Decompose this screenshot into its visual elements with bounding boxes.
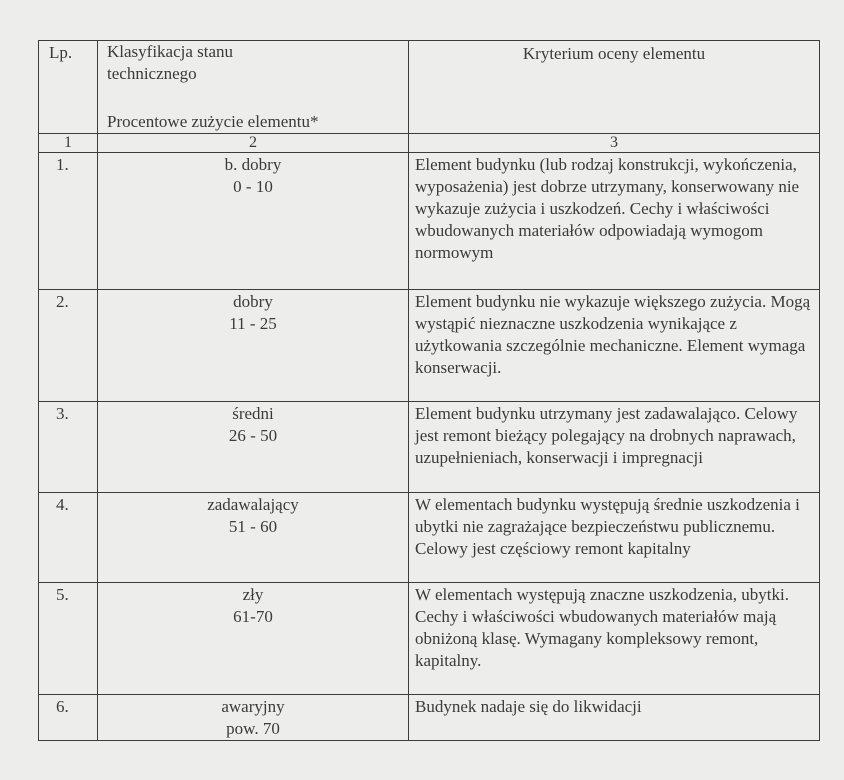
column-number-row: [39, 134, 820, 153]
row-range: pow. 70: [226, 719, 280, 738]
row-classification: [98, 153, 409, 290]
row-criterion: Element budynku (lub rodzaj konstrukcji, wykończenia, wyposażenia) jest dobrze utrzymany, konserwowany nie wykazuje zużycia i uszkodzeń. Cechy i właściwości wbudowanych materiałów odpowiadają wymogom normowym: [409, 153, 820, 290]
row-state: zły: [242, 585, 264, 604]
header-classification-line1: Klasyfikacja stanu: [107, 42, 234, 61]
table-row: [39, 583, 820, 695]
row-state: średni: [232, 404, 274, 423]
row-range: 0 - 10: [233, 177, 273, 196]
condition-classification-table: [38, 40, 820, 741]
column-number-3: 3: [409, 134, 820, 153]
row-lp: 2.: [39, 290, 98, 402]
header-criterion: Kryterium oceny elementu: [409, 41, 820, 134]
header-classification-line3: Procentowe zużycie elementu*: [107, 112, 319, 131]
row-classification: [98, 583, 409, 695]
row-classification: [98, 695, 409, 741]
table-row: [39, 402, 820, 493]
row-criterion: W elementach budynku występują średnie uszkodzenia i ubytki nie zagrażające bezpieczeństwu publicznemu. Celowy jest częściowy remont kapitalny: [409, 493, 820, 583]
row-lp: 6.: [39, 695, 98, 741]
row-range: 51 - 60: [228, 517, 278, 536]
row-lp: 5.: [39, 583, 98, 695]
table-row: [39, 290, 820, 402]
header-classification-line2: technicznego: [107, 64, 197, 83]
row-criterion: W elementach występują znaczne uszkodzenia, ubytki. Cechy i właściwości wbudowanych materiałów mają obniżoną klasę. Wymagany kompleksowy remont, kapitalny.: [409, 583, 820, 695]
table-row: [39, 153, 820, 290]
row-range: 26 - 50: [228, 426, 278, 445]
table-header-row: [39, 41, 820, 134]
row-lp: 1.: [39, 153, 98, 290]
row-classification: [98, 290, 409, 402]
row-state: b. dobry: [224, 155, 282, 174]
row-state: awaryjny: [221, 697, 285, 716]
row-classification: [98, 402, 409, 493]
row-state: dobry: [233, 292, 273, 311]
table-row: [39, 493, 820, 583]
row-criterion: Element budynku utrzymany jest zadawalająco. Celowy jest remont bieżący polegający na drobnych naprawach, uzupełnieniach, konserwacji i impregnacji: [409, 402, 820, 493]
column-number-2: 2: [98, 134, 409, 153]
table-row: [39, 695, 820, 741]
header-lp: Lp.: [39, 41, 98, 134]
row-state: zadawalający: [207, 495, 299, 514]
row-criterion: Element budynku nie wykazuje większego zużycia. Mogą wystąpić nieznaczne uszkodzenia wynikające z użytkowania szczególnie mechaniczne. Element wymaga konserwacji.: [409, 290, 820, 402]
row-lp: 4.: [39, 493, 98, 583]
row-lp: 3.: [39, 402, 98, 493]
header-classification: [98, 41, 409, 134]
row-criterion: Budynek nadaje się do likwidacji: [409, 695, 820, 741]
row-classification: [98, 493, 409, 583]
row-range: 61-70: [233, 607, 273, 626]
column-number-1: 1: [39, 134, 98, 153]
row-range: 11 - 25: [229, 314, 277, 333]
